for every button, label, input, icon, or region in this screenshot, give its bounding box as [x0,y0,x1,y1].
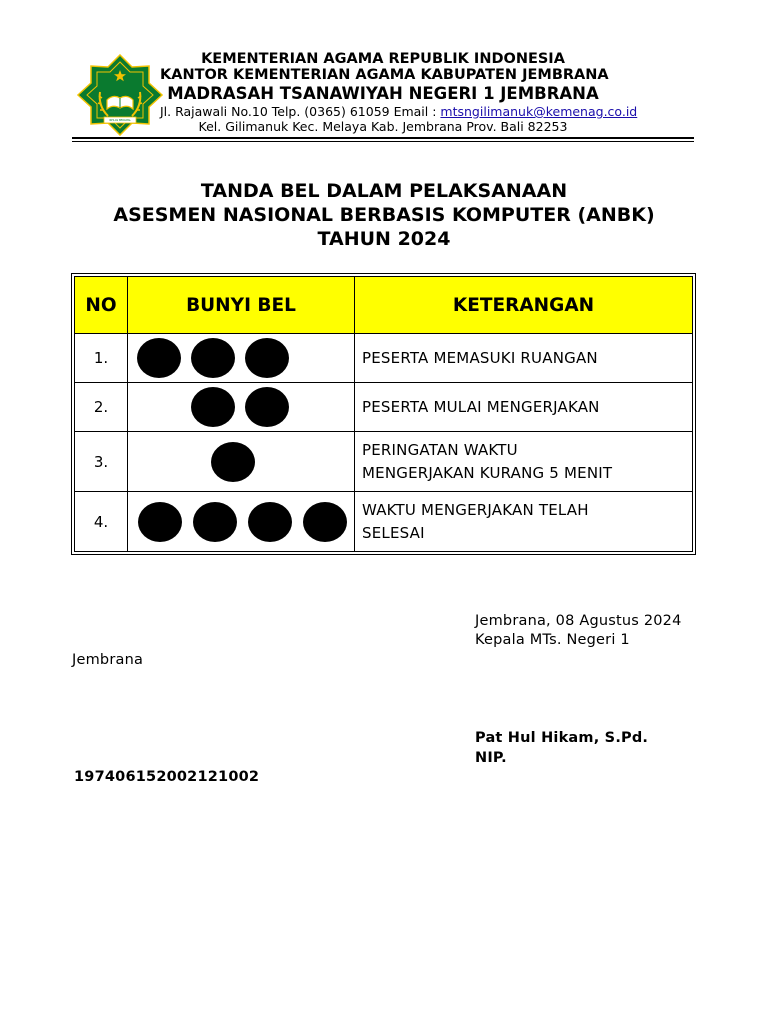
table-row [75,334,693,383]
bell-signal-table [71,273,696,555]
school-address-line2: Kel. Gilimanuk Kec. Melaya Kab. Jembrana Prov. Bali 82253 [198,119,568,134]
letterhead-rule-thin [72,141,694,142]
bell-dot [211,442,255,482]
description-line: PERINGATAN WAKTU [362,440,518,459]
header-no: NO [75,277,128,334]
email-link[interactable]: mtsngilimanuk@kemenag.co.id [440,104,638,119]
regional-office-name: KANTOR KEMENTERIAN AGAMA KABUPATEN JEMBRANA [160,67,609,83]
bell-pattern [128,432,355,492]
bell-dot [191,338,235,378]
bell-pattern [128,334,355,383]
bell-pattern [128,383,355,432]
letterhead-rule-thick [72,137,694,139]
row-description: PESERTA MEMASUKI RUANGAN [355,334,693,383]
nip-label: NIP. [475,750,507,766]
signer-position-continued: Jembrana [72,652,144,668]
bell-dot [137,338,181,378]
document-title-line2: ASESMEN NASIONAL BERBASIS KOMPUTER (ANBK) [113,204,655,226]
bell-dot [248,502,292,542]
bell-dot [245,338,289,378]
row-description [355,432,693,492]
signer-position: Kepala MTs. Negeri 1 [475,632,630,648]
place-and-date: Jembrana, 08 Agustus 2024 [475,613,682,629]
row-description [355,492,693,552]
bell-dot [191,387,235,427]
bell-dot [138,502,182,542]
signer-name: Pat Hul Hikam, S.Pd. [475,730,649,746]
table-row [75,383,693,432]
school-address [160,104,638,119]
document-title-line1: TANDA BEL DALAM PELAKSANAAN [200,180,568,202]
bell-dot [303,502,347,542]
logo-motto: IKHLAS BERAMAL [109,119,131,122]
bell-dot [245,387,289,427]
description-line: WAKTU MENGERJAKAN TELAH [362,500,589,519]
header-description: KETERANGAN [355,277,693,334]
table-row [75,492,693,552]
ministry-name: KEMENTERIAN AGAMA REPUBLIK INDONESIA [201,51,565,67]
kemenag-logo [76,54,164,136]
address-text: Jl. Rajawali No.10 Telp. (0365) 61059 Email : [160,104,441,119]
bell-dot [193,502,237,542]
row-number: 2. [75,383,128,432]
table-row [75,432,693,492]
description-line: SELESAI [362,523,425,542]
bell-pattern [128,492,355,552]
school-name: MADRASAH TSANAWIYAH NEGERI 1 JEMBRANA [167,84,599,103]
document-title-line3: TAHUN 2024 [317,228,451,250]
header-bell: BUNYI BEL [128,277,355,334]
nip-number: 197406152002121002 [74,769,260,785]
row-number: 3. [75,432,128,492]
row-description: PESERTA MULAI MENGERJAKAN [355,383,693,432]
table-header-row [75,277,693,334]
description-line: MENGERJAKAN KURANG 5 MENIT [362,463,613,482]
row-number: 4. [75,492,128,552]
row-number: 1. [75,334,128,383]
